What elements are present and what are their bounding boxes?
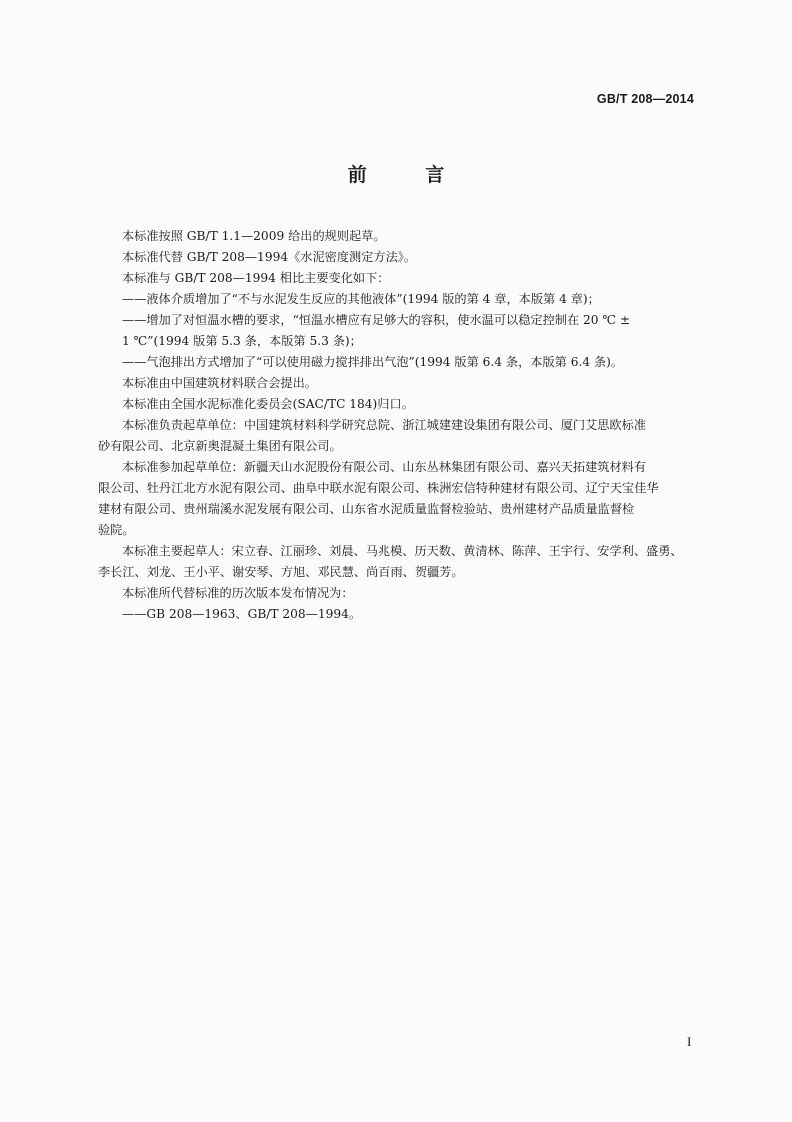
paragraph-line: 砂有限公司、北京新奥混凝土集团有限公司。 bbox=[98, 439, 342, 453]
change-item-continued: 1 ℃”(1994 版第 5.3 条，本版第 5.3 条)； bbox=[122, 334, 362, 348]
change-item: ——液体介质增加了“不与水泥发生反应的其他液体”(1994 版的第 4 章，本版第 4 章)； bbox=[122, 292, 600, 306]
paragraph-line: 本标准负责起草单位：中国建筑材料科学研究总院、浙江城建建设集团有限公司、厦门艾思欧标准 bbox=[122, 418, 647, 432]
change-item: ——增加了对恒温水槽的要求，“恒温水槽应有足够大的容积，使水温可以稳定控制在 20 ℃ ± bbox=[122, 313, 631, 327]
paragraph-line: 本标准参加起草单位：新疆天山水泥股份有限公司、山东丛林集团有限公司、嘉兴天拓建筑材料有 bbox=[122, 460, 647, 474]
page-title: 前 言 bbox=[347, 164, 471, 186]
paragraph-line: 本标准由全国水泥标准化委员会(SAC/TC 184)归口。 bbox=[122, 397, 414, 411]
paragraph-line: 本标准按照 GB/T 1.1—2009 给出的规则起草。 bbox=[122, 229, 386, 243]
standard-code: GB/T 208—2014 bbox=[596, 92, 694, 106]
paragraph-line: 李长江、刘龙、王小平、谢安琴、方旭、邓民慧、尚百雨、贺疆芳。 bbox=[98, 565, 464, 579]
paragraph-line: 限公司、牡丹江北方水泥有限公司、曲阜中联水泥有限公司、株洲宏信特种建材有限公司、辽宁天宝佳华 bbox=[98, 481, 659, 495]
change-item: ——GB 208—1963、GB/T 208—1994。 bbox=[122, 607, 362, 621]
paragraph-line: 本标准与 GB/T 208—1994 相比主要变化如下： bbox=[122, 271, 390, 285]
paragraph-line: 建材有限公司、贵州瑞溪水泥发展有限公司、山东省水泥质量监督检验站、贵州建材产品质量监督检 bbox=[98, 502, 635, 516]
foreword-body bbox=[98, 226, 702, 625]
paragraph-line: 本标准所代替标准的历次版本发布情况为： bbox=[122, 586, 354, 600]
paragraph-line: 本标准代替 GB/T 208—1994《水泥密度测定方法》。 bbox=[122, 250, 417, 264]
paragraph-line: 本标准由中国建筑材料联合会提出。 bbox=[122, 376, 317, 390]
paragraph-line: 验院。 bbox=[98, 523, 135, 537]
paragraph-line: 本标准主要起草人：宋立春、江丽珍、刘晨、马兆模、历天数、黄清林、陈萍、王宇行、安学利、盛勇、 bbox=[122, 544, 683, 558]
change-item: ——气泡排出方式增加了“可以使用磁力搅拌排出气泡”(1994 版第 6.4 条，本版第 6.4 条)。 bbox=[122, 355, 624, 369]
page-number: I bbox=[687, 1034, 692, 1049]
